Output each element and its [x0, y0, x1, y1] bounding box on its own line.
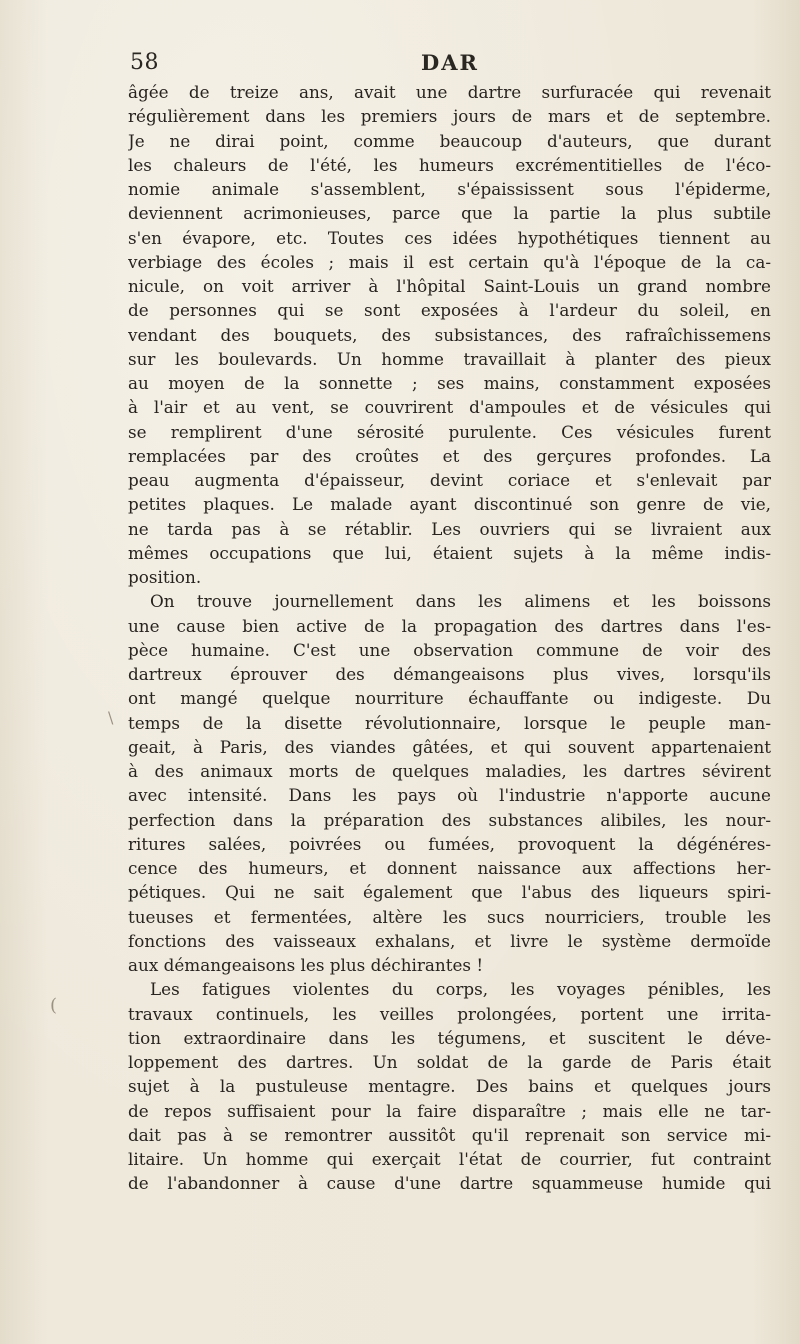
text-line: âgée de treize ans, avait une dartre surfuracée qui revenait	[128, 82, 771, 102]
text-line: nomie animale s'assemblent, s'épaississent sous l'épiderme,	[128, 179, 771, 199]
running-head: DAR	[421, 50, 479, 75]
text-line: avec intensité. Dans les pays où l'industrie n'apporte aucune	[128, 785, 771, 806]
text-line: travaux continuels, les veilles prolongées, portent une irrita-	[128, 1003, 771, 1024]
body-text	[128, 80, 771, 1196]
text-line: fonctions des vaisseaux exhalans, et livre le système dermoïde	[128, 930, 771, 951]
text-line: de l'abandonner à cause d'une dartre squammeuse humide qui	[128, 1173, 771, 1194]
text-line: petites plaques. Le malade ayant discontinué son genre de vie,	[128, 494, 771, 515]
text-line: vendant des bouquets, des subsistances, des rafraîchissemens	[128, 324, 771, 345]
text-line: litaire. Un homme qui exerçait l'état de courrier, fut contraint	[128, 1149, 771, 1169]
text-line: ne tarda pas à se rétablir. Les ouvriers qui se livraient aux	[128, 518, 771, 539]
text-line: temps de la disette révolutionnaire, lorsque le peuple man-	[128, 712, 771, 733]
margin-mark-stroke: \	[108, 708, 114, 727]
text-line: cence des humeurs, et donnent naissance aux affections her-	[128, 858, 771, 878]
text-line: régulièrement dans les premiers jours de mars et de septembre.	[128, 106, 771, 127]
text-line: de repos suffisaient pour la faire disparaître ; mais elle ne tar-	[128, 1100, 771, 1121]
page-header	[130, 50, 770, 80]
text-line: tion extraordinaire dans les tégumens, et suscitent le déve-	[128, 1027, 771, 1048]
text-line: tueuses et fermentées, altère les sucs nourriciers, trouble les	[128, 906, 771, 927]
text-line: à l'air et au vent, se couvrirent d'ampoules et de vésicules qui	[128, 397, 771, 418]
text-line: pétiques. Qui ne sait également que l'abus des liqueurs spiri-	[128, 882, 771, 903]
text-line: au moyen de la sonnette ; ses mains, constamment exposées	[128, 373, 771, 393]
text-line: geait, à Paris, des viandes gâtées, et qui souvent appartenaient	[128, 736, 771, 757]
text-line: deviennent acrimonieuses, parce que la partie la plus subtile	[128, 203, 771, 224]
text-line: sur les boulevards. Un homme travaillait à planter des pieux	[128, 348, 771, 369]
text-line: nicule, on voit arriver à l'hôpital Saint-Louis un grand nombre	[128, 276, 771, 296]
text-line: pèce humaine. C'est une observation commune de voir des	[128, 639, 771, 660]
text-line: peau augmenta d'épaisseur, devint coriace et s'enlevait par	[128, 470, 771, 490]
text-line: Les fatigues violentes du corps, les voyages pénibles, les	[150, 979, 771, 1000]
text-line: remplacées par des croûtes et des gerçures profondes. La	[128, 445, 771, 466]
text-line: position.	[128, 567, 202, 587]
text-line: ritures salées, poivrées ou fumées, provoquent la dégénéres-	[128, 833, 771, 854]
text-line: se remplirent d'une sérosité purulente. Ces vésicules furent	[128, 421, 771, 442]
text-line: On trouve journellement dans les alimens et les boissons	[150, 591, 771, 612]
text-line: perfection dans la préparation des substances alibiles, les nour-	[128, 809, 771, 830]
text-line: dait pas à se remontrer aussitôt qu'il reprenait son service mi-	[128, 1124, 771, 1145]
text-line: aux démangeaisons les plus déchirantes !	[128, 955, 484, 975]
text-line: verbiage des écoles ; mais il est certain qu'à l'époque de la ca-	[128, 251, 771, 272]
text-line: ont mangé quelque nourriture échauffante ou indigeste. Du	[128, 688, 771, 709]
text-line: sujet à la pustuleuse mentagre. Des bains et quelques jours	[128, 1076, 771, 1097]
text-line: mêmes occupations que lui, étaient sujets à la même indis-	[128, 542, 771, 563]
text-line: s'en évapore, etc. Toutes ces idées hypothétiques tiennent au	[128, 227, 771, 248]
text-line: les chaleurs de l'été, les humeurs excrémentitielles de l'éco-	[128, 154, 771, 175]
text-line: dartreux éprouver des démangeaisons plus vives, lorsqu'ils	[128, 664, 771, 684]
text-line: loppement des dartres. Un soldat de la garde de Paris était	[128, 1052, 771, 1072]
margin-mark-parenthesis: (	[50, 995, 58, 1016]
text-line: une cause bien active de la propagation des dartres dans l'es-	[128, 615, 771, 636]
page-number: 58	[130, 50, 159, 75]
text-line: à des animaux morts de quelques maladies, les dartres sévirent	[128, 761, 771, 781]
text-line: de personnes qui se sont exposées à l'ardeur du soleil, en	[128, 300, 771, 321]
text-line: Je ne dirai point, comme beaucoup d'auteurs, que durant	[128, 130, 771, 151]
